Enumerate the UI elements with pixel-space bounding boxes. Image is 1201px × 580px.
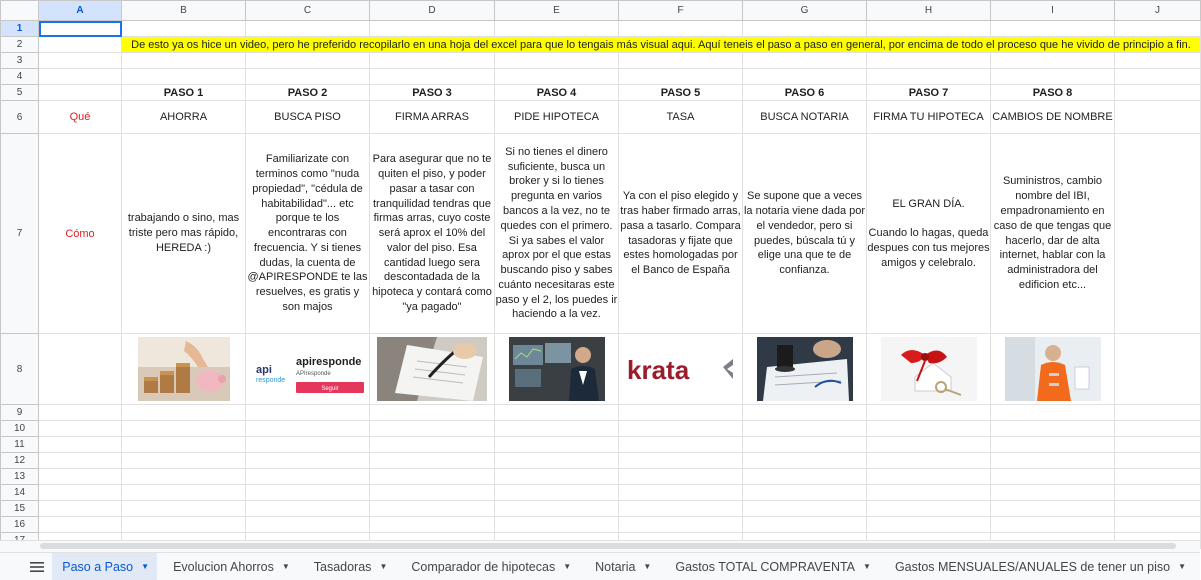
cell[interactable] — [1115, 134, 1201, 334]
broker-office-image — [509, 337, 605, 401]
cell[interactable] — [495, 469, 619, 485]
cell[interactable] — [619, 453, 743, 469]
sheet-tab-evolucion-ahorros[interactable] — [163, 553, 298, 580]
intro-banner-cell[interactable]: De esto ya os hice un video, pero he preferido recopilarlo en una hoja del excel para que lo tengais más visual aqui. Aquí teneis el paso a paso en general, por encima de todo el proceso que he vivido de principio a fin. — [122, 37, 1201, 53]
step-title-cell[interactable]: PASO 1 — [122, 85, 246, 101]
hamburger-icon — [30, 562, 44, 572]
apiresponde-name: apiresponde — [295, 356, 361, 368]
cell[interactable] — [39, 517, 122, 533]
column-header-a[interactable]: A — [39, 1, 122, 21]
image-cell[interactable] — [743, 334, 867, 405]
cell[interactable] — [991, 21, 1115, 37]
step-what-cell[interactable]: FIRMA TU HIPOTECA — [867, 101, 991, 134]
cell[interactable] — [495, 453, 619, 469]
row-header[interactable]: 16 — [1, 517, 39, 533]
cell[interactable] — [39, 437, 122, 453]
house-keys-gift-image — [881, 337, 977, 401]
cell[interactable] — [743, 453, 867, 469]
cell[interactable] — [867, 21, 991, 37]
cell[interactable] — [39, 501, 122, 517]
cell[interactable] — [370, 517, 495, 533]
cell[interactable] — [743, 69, 867, 85]
cell[interactable] — [867, 69, 991, 85]
cell[interactable] — [39, 37, 122, 53]
column-header-e[interactable]: E — [495, 1, 619, 21]
cell[interactable] — [619, 21, 743, 37]
cell[interactable] — [39, 421, 122, 437]
row-header[interactable]: 7 — [1, 134, 39, 334]
cell[interactable] — [370, 69, 495, 85]
cell[interactable] — [1115, 437, 1201, 453]
sheet-tab-gastos-total-compraventa[interactable] — [665, 553, 879, 580]
cell[interactable] — [122, 405, 246, 421]
row-header[interactable]: 4 — [1, 69, 39, 85]
cell[interactable] — [246, 485, 370, 501]
sheet-tab-label: Tasadoras — [313, 559, 372, 574]
cell[interactable] — [246, 437, 370, 453]
cell[interactable] — [1115, 421, 1201, 437]
cell[interactable] — [1115, 517, 1201, 533]
cell[interactable] — [743, 517, 867, 533]
cell[interactable] — [495, 53, 619, 69]
cell[interactable] — [39, 469, 122, 485]
cell[interactable] — [619, 469, 743, 485]
cell[interactable] — [1115, 101, 1201, 134]
caret-down-icon[interactable]: ▼ — [141, 562, 150, 571]
cell[interactable] — [1115, 469, 1201, 485]
cell[interactable] — [122, 501, 246, 517]
image-cell[interactable] — [122, 334, 246, 405]
image-cell[interactable] — [867, 334, 991, 405]
cell[interactable] — [619, 69, 743, 85]
column-header-c[interactable]: C — [246, 1, 370, 21]
sheet-tab-label: Comparador de hipotecas — [411, 559, 556, 574]
active-cell-a1[interactable] — [39, 21, 122, 37]
step-how-cell[interactable]: trabajando o sino, mas triste pero mas rápido, HEREDA :) — [122, 134, 246, 334]
caret-down-icon[interactable]: ▼ — [379, 562, 388, 571]
cell[interactable] — [495, 421, 619, 437]
row-header[interactable]: 14 — [1, 485, 39, 501]
cell[interactable] — [1115, 53, 1201, 69]
caret-down-icon[interactable]: ▼ — [281, 562, 290, 571]
cell[interactable] — [122, 485, 246, 501]
step-what-cell[interactable]: PIDE HIPOTECA — [495, 101, 619, 134]
cell[interactable] — [39, 485, 122, 501]
cell[interactable] — [246, 517, 370, 533]
image-cell[interactable] — [370, 334, 495, 405]
cell[interactable] — [867, 485, 991, 501]
step-title-cell[interactable]: PASO 8 — [991, 85, 1115, 101]
cell[interactable] — [991, 501, 1115, 517]
cell[interactable] — [39, 453, 122, 469]
step-title-cell[interactable]: PASO 5 — [619, 85, 743, 101]
caret-down-icon[interactable]: ▼ — [863, 562, 871, 571]
cell[interactable] — [991, 469, 1115, 485]
step-what-cell[interactable]: FIRMA ARRAS — [370, 101, 495, 134]
sheet-tab-label: Gastos MENSUALES/ANUALES de tener un piso — [894, 559, 1171, 574]
cell[interactable] — [122, 421, 246, 437]
column-header-d[interactable]: D — [370, 1, 495, 21]
cell[interactable] — [122, 21, 246, 37]
step-title-cell[interactable]: PASO 3 — [370, 85, 495, 101]
cell[interactable] — [246, 421, 370, 437]
cell[interactable] — [1115, 485, 1201, 501]
cell[interactable] — [991, 517, 1115, 533]
cell[interactable] — [867, 453, 991, 469]
sheet-tab-label: Evolucion Ahorros — [173, 559, 274, 574]
label-que-cell[interactable]: Qué — [39, 101, 122, 134]
cell[interactable] — [495, 437, 619, 453]
row-header[interactable]: 8 — [1, 334, 39, 405]
cell[interactable] — [743, 421, 867, 437]
cell[interactable] — [867, 501, 991, 517]
cell[interactable] — [619, 405, 743, 421]
apiresponde-follow: Seguir — [320, 386, 339, 392]
cell[interactable] — [991, 437, 1115, 453]
cell[interactable] — [246, 69, 370, 85]
sheet-tabs-bar — [0, 552, 1200, 580]
cell[interactable] — [619, 485, 743, 501]
cell[interactable] — [1115, 69, 1201, 85]
row-header[interactable]: 9 — [1, 405, 39, 421]
notary-stamp-image — [757, 337, 853, 401]
step-how-cell[interactable]: Suministros, cambio nombre del IBI, empadronamiento en caso de que tengas que hacerlo, dar de alta internet, hablar con la administradora del edificion etc... — [991, 134, 1115, 334]
cell[interactable] — [122, 469, 246, 485]
cell[interactable] — [370, 53, 495, 69]
column-header-j[interactable]: J — [1115, 1, 1201, 21]
cell[interactable] — [619, 501, 743, 517]
cell[interactable] — [991, 405, 1115, 421]
row-header[interactable]: 12 — [1, 453, 39, 469]
cell[interactable] — [991, 69, 1115, 85]
cell[interactable] — [39, 53, 122, 69]
cell[interactable] — [743, 485, 867, 501]
cell[interactable] — [743, 469, 867, 485]
sheet-tab-label: Notaria — [595, 559, 636, 574]
column-header-g[interactable]: G — [743, 1, 867, 21]
step-what-cell[interactable]: BUSCA PISO — [246, 101, 370, 134]
cell[interactable] — [619, 53, 743, 69]
cell[interactable] — [991, 53, 1115, 69]
cell[interactable] — [122, 53, 246, 69]
cell[interactable] — [495, 517, 619, 533]
step-title-cell[interactable]: PASO 7 — [867, 85, 991, 101]
cell[interactable] — [1115, 334, 1201, 405]
cell[interactable] — [867, 469, 991, 485]
cell[interactable] — [122, 517, 246, 533]
cell[interactable] — [370, 453, 495, 469]
step-how-cell[interactable]: Familiarizate con terminos como "nuda propiedad", "cédula de habitabilidad"... etc porque te los encontraras con frecuencia. Y si tienes dudas, la cuenta de @APIRESPONDE te las resuelves, es gratis y son majos — [246, 134, 370, 334]
cell[interactable] — [246, 405, 370, 421]
sheet-tab-paso-a-paso[interactable] — [52, 553, 157, 580]
cell[interactable] — [370, 469, 495, 485]
cell[interactable] — [495, 21, 619, 37]
cell[interactable] — [991, 453, 1115, 469]
cell[interactable] — [867, 405, 991, 421]
step-what-cell[interactable]: BUSCA NOTARIA — [743, 101, 867, 134]
cell[interactable] — [370, 485, 495, 501]
cell[interactable] — [867, 421, 991, 437]
cell[interactable] — [991, 421, 1115, 437]
step-how-cell[interactable]: Se supone que a veces la notaria viene dada por el vendedor, pero si puedes, búscala tú y elige una que te de confianza. — [743, 134, 867, 334]
sheet-tab-tasadoras[interactable] — [304, 553, 396, 580]
cell[interactable] — [867, 53, 991, 69]
cell[interactable] — [246, 21, 370, 37]
step-how-cell[interactable]: EL GRAN DÍA. Cuando lo hagas, queda despues con tus mejores amigos y celebralo. — [867, 134, 991, 334]
cell[interactable] — [743, 405, 867, 421]
apiresponde-handle: APIresponde — [295, 371, 331, 377]
cell[interactable] — [370, 405, 495, 421]
cell[interactable] — [991, 485, 1115, 501]
cell[interactable] — [867, 517, 991, 533]
krata-logo-image — [625, 337, 737, 401]
step-how-cell[interactable]: Ya con el piso elegido y tras haber firmado arras, pasa a tasarlo. Compara tasadoras y fijate que estes homologadas por el Banco de España — [619, 134, 743, 334]
cell[interactable] — [743, 21, 867, 37]
cell[interactable] — [1115, 501, 1201, 517]
technician-image — [1005, 337, 1101, 401]
label-como-cell[interactable]: Cómo — [39, 134, 122, 334]
cell[interactable] — [1115, 85, 1201, 101]
cell[interactable] — [370, 421, 495, 437]
horizontal-scrollbar[interactable] — [0, 540, 1200, 552]
row-header[interactable]: 15 — [1, 501, 39, 517]
apiresponde-brand-sub: responde — [255, 377, 285, 384]
row-header[interactable]: 5 — [1, 85, 39, 101]
step-title-cell[interactable]: PASO 6 — [743, 85, 867, 101]
image-cell[interactable] — [619, 334, 743, 405]
cell[interactable] — [122, 437, 246, 453]
step-what-cell[interactable]: AHORRA — [122, 101, 246, 134]
step-how-cell[interactable]: Para asegurar que no te quiten el piso, y poder pasar a tasar con tranquilidad tendras que firmas arras, cuyo coste será aprox el 10% del valor del piso. Esa cantidad luego sera descontadada de la hipoteca y contará como "ya pagado" — [370, 134, 495, 334]
step-how-cell[interactable]: Si no tienes el dinero suficiente, busca un broker y si lo tienes pregunta en varios bancos a la vez, no te quedes con el primero. Si ya sabes el valor aprox por el que estas buscando piso y sabes cuánto necesitaras este paso y el 2, los puedes ir haciendo a la vez. — [495, 134, 619, 334]
krata-wordmark: krata — [626, 355, 689, 385]
step-title-cell[interactable]: PASO 4 — [495, 85, 619, 101]
select-all-corner[interactable] — [1, 1, 39, 21]
cell[interactable] — [495, 501, 619, 517]
row-header[interactable]: 11 — [1, 437, 39, 453]
caret-down-icon[interactable]: ▼ — [563, 562, 572, 571]
caret-down-icon[interactable]: ▼ — [643, 562, 652, 571]
image-cell[interactable] — [991, 334, 1115, 405]
apiresponde-image — [252, 337, 364, 401]
caret-down-icon[interactable]: ▼ — [1178, 562, 1186, 571]
cell[interactable] — [743, 501, 867, 517]
column-header-f[interactable]: F — [619, 1, 743, 21]
sheet-tab-comparador-de-hipotecas[interactable] — [401, 553, 579, 580]
step-title-cell[interactable]: PASO 2 — [246, 85, 370, 101]
cell[interactable] — [39, 334, 122, 405]
cell[interactable] — [370, 21, 495, 37]
cell[interactable] — [122, 453, 246, 469]
row-header[interactable]: 10 — [1, 421, 39, 437]
row-header[interactable]: 6 — [1, 101, 39, 134]
cell[interactable] — [370, 501, 495, 517]
cell[interactable] — [743, 437, 867, 453]
cell[interactable] — [39, 69, 122, 85]
column-header-b[interactable]: B — [122, 1, 246, 21]
row-header[interactable]: 3 — [1, 53, 39, 69]
cell[interactable] — [619, 517, 743, 533]
apiresponde-brand: api — [255, 364, 272, 376]
row-header[interactable]: 2 — [1, 37, 39, 53]
image-cell[interactable] — [246, 334, 370, 405]
image-cell[interactable] — [495, 334, 619, 405]
all-sheets-menu-button[interactable] — [30, 553, 44, 580]
horizontal-scrollbar-thumb[interactable] — [40, 543, 1176, 549]
sheet-tab-label: Paso a Paso — [62, 559, 134, 574]
cell[interactable] — [122, 69, 246, 85]
signing-contract-image — [377, 337, 487, 401]
cell[interactable] — [619, 421, 743, 437]
piggy-bank-image — [138, 337, 230, 401]
column-header-h[interactable]: H — [867, 1, 991, 21]
cell[interactable] — [867, 437, 991, 453]
cell[interactable] — [495, 405, 619, 421]
cell[interactable] — [495, 485, 619, 501]
column-header-i[interactable]: I — [991, 1, 1115, 21]
sheet-tab-label: Gastos TOTAL COMPRAVENTA — [675, 559, 856, 574]
cell[interactable] — [1115, 405, 1201, 421]
cell[interactable] — [619, 437, 743, 453]
cell[interactable] — [1115, 453, 1201, 469]
cell[interactable] — [495, 69, 619, 85]
cell[interactable] — [39, 405, 122, 421]
cell[interactable] — [1115, 21, 1201, 37]
cell[interactable] — [39, 85, 122, 101]
cell[interactable] — [246, 53, 370, 69]
cell[interactable] — [370, 437, 495, 453]
cell[interactable] — [743, 53, 867, 69]
sheet-tab-notaria[interactable] — [585, 553, 659, 580]
row-header[interactable]: 1 — [1, 21, 39, 37]
sheet-tab-gastos-mensuales-anuales[interactable] — [885, 553, 1194, 580]
step-what-cell[interactable]: TASA — [619, 101, 743, 134]
cell[interactable] — [246, 469, 370, 485]
cell[interactable] — [246, 501, 370, 517]
row-header[interactable]: 13 — [1, 469, 39, 485]
cell[interactable] — [246, 453, 370, 469]
step-what-cell[interactable]: CAMBIOS DE NOMBRE — [991, 101, 1115, 134]
